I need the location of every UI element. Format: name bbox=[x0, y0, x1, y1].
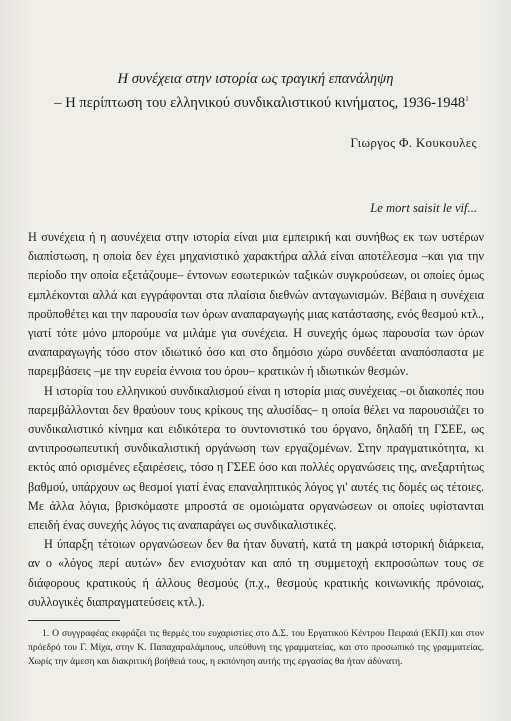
title-line-2 bbox=[0, 89, 511, 113]
author-name: Γιωργος Φ. Κουκουλες bbox=[350, 135, 477, 150]
title-line-1: Η συνέχεια στην ιστορία ως τραγική επανάληψη bbox=[117, 71, 394, 87]
paragraph-3: Η ύπαρξη τέτοιων οργανώσεων δεν θα ήταν δυνατή, κατά τη μακρά ιστορική διάρκεια, αν ο «λόγος περί αυτών» δεν ενισχυόταν και από τη συμμετοχή εκπροσώπων τους σε διάφορους κρατικούς ή άλλους θεσμούς (π.χ., θεσμούς κρατικής κοινωνικής πρόνοιας, συλλογικές διαπραγματεύσεις κτλ.). bbox=[28, 537, 484, 609]
article-body bbox=[28, 228, 484, 612]
paragraph-2: Η ιστορία του ελληνικού συνδικαλισμού είναι η ιστορία μιας συνέχειας –οι διακοπές που παρεμβάλλονται δεν θραύουν τους κρίκους της αλυσίδας– η οποία θέλει να παρουσιάζει το συνδικαλιστικό κίνημα και ειδικότερα το συντονιστικό του όργανο, δηλαδή τη ΓΣΕΕ, ως αντιπροσωπευτική συνδικαλιστική οργάνωση των εργαζομένων. Στην πραγματικότητα, κι εκτός από ορισμένες εξαιρέσεις, τόσο η ΓΣΕΕ όσο και πολλές οργανώσεις της, ανεξαρτήτως βαθμού, υπάρχουν ως θεσμοί γιατί ένας επαναληπτικός λόγος γι' αυτές τις δομές ως τέτοιες. Με άλλα λόγια, βρισκόμαστε μπροστά σε ομοιώματα οργανώσεων οι οποίες υφίστανται επειδή ένας συνεχής λόγος τις αναπαράγει ως συνδικαλιστικές. bbox=[28, 383, 484, 533]
title-footnote-marker: 1 bbox=[465, 95, 469, 103]
footnote-divider bbox=[28, 620, 120, 621]
article-title bbox=[0, 69, 511, 113]
footnote: 1. Ο συγγραφέας εκφράζει τις θερμές του ευχαριστίες στο Δ.Σ. του Εργατικού Κέντρου Πειραιά (ΕΚΠ) και στον πρόεδρό του Γ. Μίχα, στην Κ. Παπαχαραλάμπους, υπεύθυνη της γραμματείας, και στο προσωπικό της γραμματείας. Χωρίς την άμεση και διακριτική βοήθειά τους, η εκπόνηση αυτής της εργασίας θα ήταν αδύνατη. bbox=[28, 628, 484, 667]
title-line-2-text: – Η περίπτωση του ελληνικού συνδικαλιστικού κινήματος, 1936-1948 bbox=[54, 95, 466, 111]
epigraph: Le mort saisit le vif... bbox=[370, 201, 477, 215]
paragraph-1: Η συνέχεια ή η ασυνέχεια στην ιστορία είναι μια εμπειρική και συνήθως εκ των υστέρων διαπίστωση, η οποία δεν έχει μηχανιστικό χαρακτήρα αλλά είναι αποτέλεσμα –και για την περίοδο την οποία εξετάζουμε– έντονων εσωτερικών ταξικών συγκρούσεων, οι οποίες όμως εμπλέκονται αλλά και εγγράφονται στα πλαίσια διεθνών ανταγωνισμών. Βέβαια η συνέχεια προϋποθέτει και την παρουσία των όρων αναπαραγωγής μιας κατάστασης, ενός θεσμού κτλ., γιατί τότε μόνο μπορούμε να μιλάμε για συνέχεια. Η συνεχής όμως παρουσία των όρων αναπαραγωγής τόσο στον ιδιωτικό όσο και στο δημόσιο χώρο συνδέεται αναπόσπαστα με παρεμβάσεις –με την ευρεία έννοια του όρου– κρατικών ή ιδιωτικών θεσμών. bbox=[28, 230, 484, 379]
